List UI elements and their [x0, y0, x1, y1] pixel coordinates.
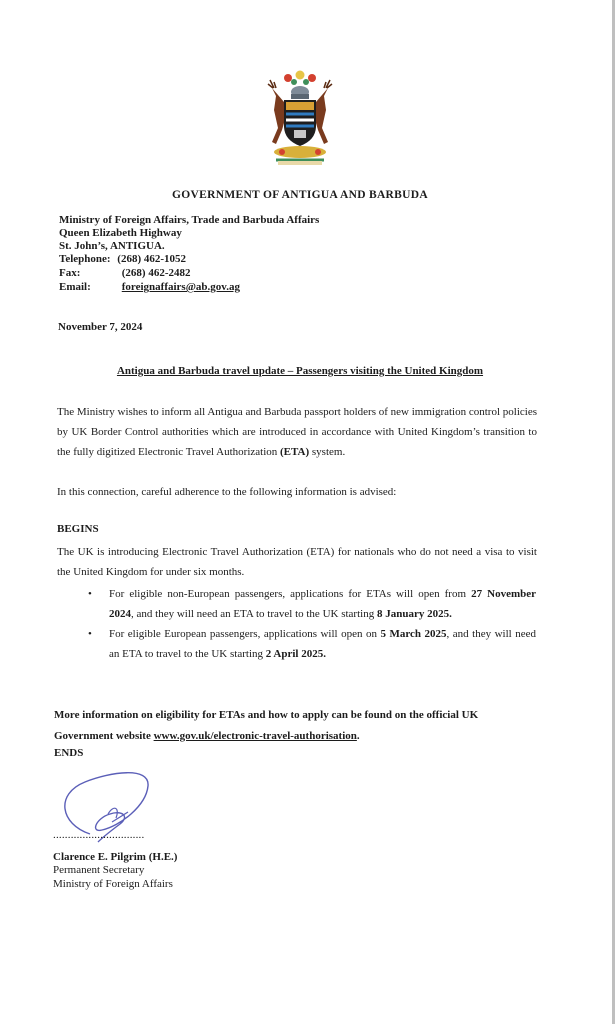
fax-value: (268) 462-2482	[121, 267, 191, 279]
subject-line: Antigua and Barbuda travel update – Passengers visiting the United Kingdom	[116, 365, 484, 377]
email-row	[59, 280, 240, 294]
intro-eta-bold: (ETA)	[280, 446, 310, 458]
intro-paragraph	[57, 402, 537, 462]
bullet-icon: •	[88, 588, 92, 600]
telephone-label: Telephone:	[59, 253, 111, 265]
begins-marker: BEGINS	[57, 523, 99, 535]
address-line-2: St. John’s, ANTIGUA.	[59, 240, 165, 252]
signatory-title: Permanent Secretary	[53, 864, 145, 876]
uk-intro-paragraph: The UK is introducing Electronic Travel Authorization (ETA) for nationals who do not need a visa to visit the United Kingdom for under six months.	[57, 546, 537, 578]
intro-end: system.	[311, 446, 346, 458]
signature-line: ...............................	[53, 829, 145, 841]
ministry-name: Ministry of Foreign Affairs, Trade and Barbuda Affairs	[59, 214, 320, 226]
email-link[interactable]: foreignaffairs@ab.gov.ag	[121, 281, 240, 293]
government-heading: GOVERNMENT OF ANTIGUA AND BARBUDA	[172, 189, 428, 201]
signatory-office: Ministry of Foreign Affairs	[53, 878, 173, 890]
list-item: • For eligible European passengers, applications will open on 5 March 2025, and they will need an ETA to travel to the UK starting 2 April 2025.	[88, 624, 536, 664]
fax-label: Fax:	[59, 267, 81, 279]
list-item: • For eligible non-European passengers, applications for ETAs will open from 27 November 2024, and they will need an ETA to travel to the UK starting 8 January 2025.	[88, 584, 536, 624]
telephone-value: (268) 462-1052	[117, 253, 187, 265]
ends-marker: ENDS	[54, 747, 84, 759]
signatory-name: Clarence E. Pilgrim (H.E.)	[53, 851, 178, 863]
bullet-icon: •	[88, 628, 92, 640]
website-link[interactable]: www.gov.uk/electronic-travel-authorisation	[153, 730, 357, 742]
coat-of-arms-icon	[258, 70, 342, 166]
letter-date: November 7, 2024	[58, 321, 143, 333]
address-line-1: Queen Elizabeth Highway	[59, 227, 182, 239]
eta-bullet-list	[88, 584, 536, 664]
intro-text: The Ministry wishes to inform all Antigua and Barbuda passport holders of new immigration control policies by UK Border Control authorities which are introduced in accordance with United Kingdom’s transition to the fully digitized Electronic Travel Authorization	[57, 406, 537, 458]
email-label: Email:	[59, 281, 91, 293]
more-info-paragraph: More information on eligibility for ETAs and how to apply can be found on the official UK Government website www.gov.uk/electronic-travel-authorisation.	[54, 709, 479, 742]
fax-row	[59, 266, 191, 280]
telephone-row	[59, 252, 186, 266]
connection-paragraph: In this connection, careful adherence to the following information is advised:	[57, 486, 397, 498]
